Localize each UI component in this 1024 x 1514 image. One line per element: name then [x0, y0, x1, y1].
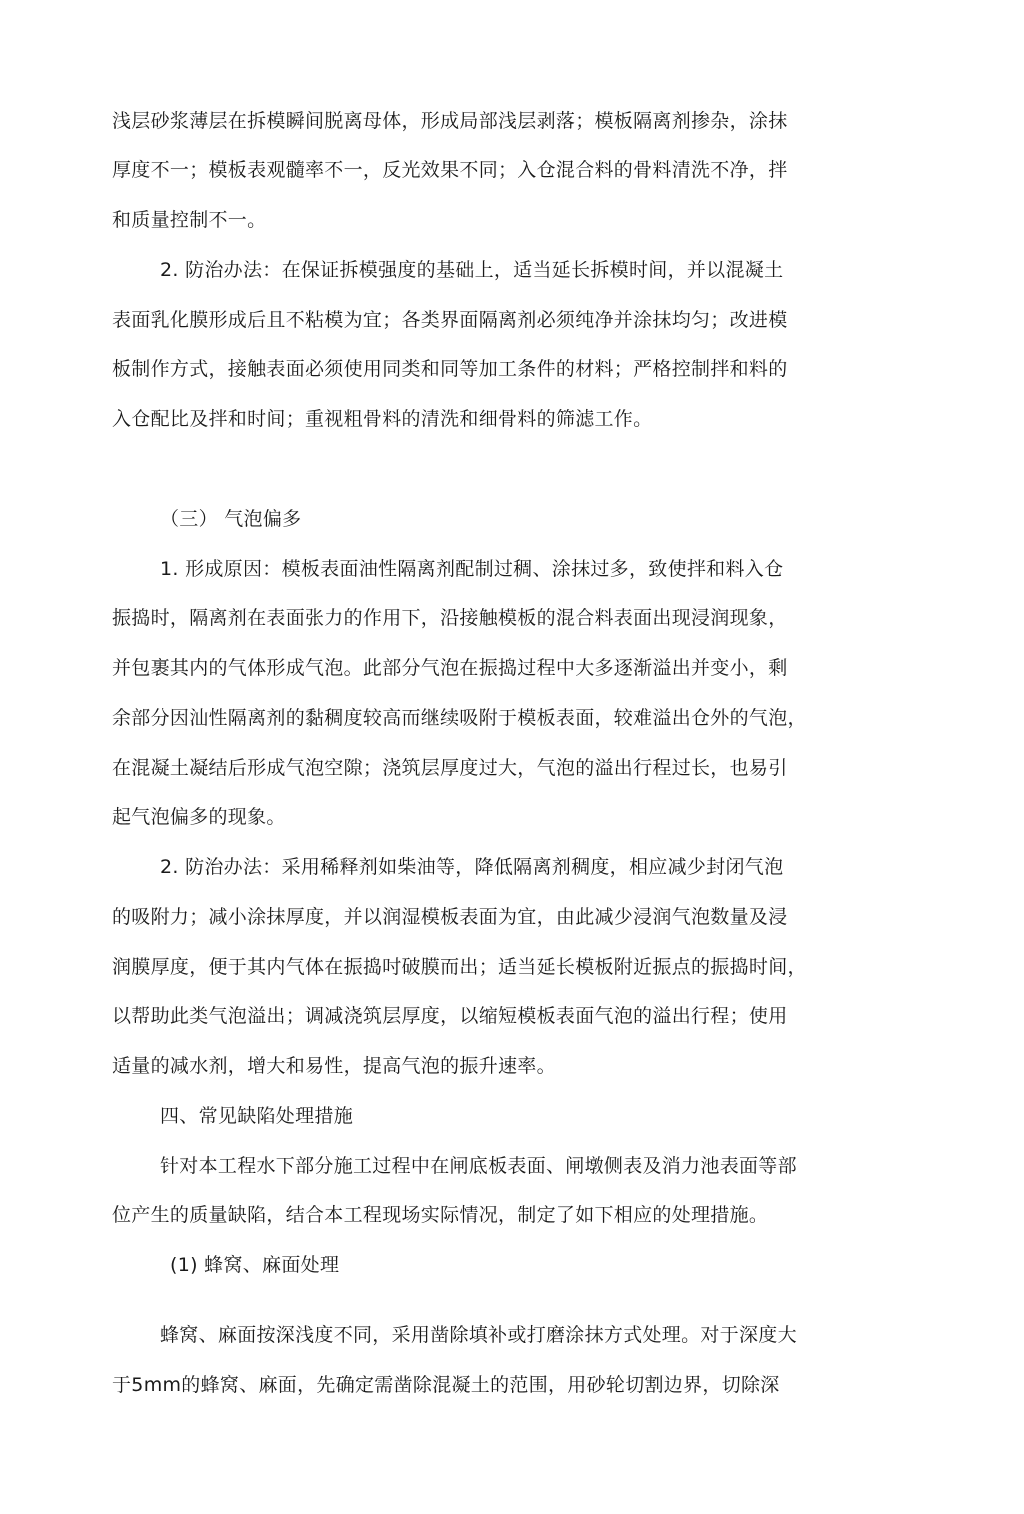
subsection-heading: (1) 蜂窝、麻面处理: [170, 1254, 340, 1276]
body-line: 位产生的质量缺陷，结合本工程现场实际情况，制定了如下相应的处理措施。: [112, 1204, 769, 1226]
body-line: 入仓配比及拌和时间；重视粗骨料的清洗和细骨料的筛滤工作。: [112, 408, 653, 430]
body-line: 以帮助此类气泡溢出；调减浇筑层厚度，以缩短模板表面气泡的溢出行程；使用: [112, 1005, 788, 1027]
body-line: 板制作方式，接触表面必须使用同类和同等加工条件的材料；严格控制拌和料的: [112, 358, 788, 380]
body-line: 浅层砂浆薄层在拆模瞬间脱离母体，形成局部浅层剥落；模板隔离剂掺杂，涂抹: [112, 110, 788, 132]
body-line: 余部分因汕性隔离剂的黏稠度较高而继续吸附于模板表面，较难溢出仓外的气泡，: [112, 707, 807, 729]
numbered-paragraph-start: 2. 防治办法：在保证拆模强度的基础上，适当延长拆模时间，并以混凝土: [160, 259, 784, 281]
body-line: 适量的减水剂，增大和易性，提高气泡的振升速率。: [112, 1055, 556, 1077]
body-line: 的吸附力；减小涂抹厚度，并以润湿模板表面为宜，由此减少浸润气泡数量及浸: [112, 906, 788, 928]
numbered-paragraph-start: 1. 形成原因：模板表面油性隔离剂配制过稠、涂抹过多，致使拌和料入仓: [160, 558, 784, 580]
body-line: 在混凝土凝结后形成气泡空隙；浇筑层厚度过大，气泡的溢出行程过长，也易引: [112, 757, 788, 779]
numbered-paragraph-start: 2. 防治办法：采用稀释剂如柴油等，降低隔离剂稠度，相应减少封闭气泡: [160, 856, 784, 878]
body-line: 并包裹其内的气体形成气泡。此部分气泡在振捣过程中大多逐渐溢出并变小，剩: [112, 657, 788, 679]
body-line: 和质量控制不一。: [112, 209, 267, 231]
body-line: 润膜厚度，便于其内气体在振捣吋破膜而出；适当延长模板附近振点的振捣时间，: [112, 956, 807, 978]
section-heading: （三） 气泡偏多: [160, 508, 302, 530]
body-line: 于5mm的蜂窝、麻面，先确定需凿除混凝土的范围，用砂轮切割边界，切除深: [112, 1374, 780, 1396]
body-line: 振捣时，隔离剂在表面张力的作用下，沿接触模板的混合料表面出现浸润现象，: [112, 607, 788, 629]
paragraph-start: 针对本工程水下部分施工过程中在闸底板表面、闸墩侧表及消力池表面等部: [160, 1155, 797, 1177]
chapter-heading: 四、常见缺陷处理措施: [160, 1105, 354, 1127]
body-line: 厚度不一；模板表观髓率不一，反光效果不同；入仓混合料的骨料清洗不净，拌: [112, 159, 788, 181]
paragraph-start: 蜂窝、麻面按深浅度不同，采用凿除填补或打磨涂抹方式处理。对于深度大: [160, 1324, 797, 1346]
body-line: 表面乳化膜形成后且不粘模为宜；各类界面隔离剂必须纯净并涂抹均匀；改进模: [112, 309, 788, 331]
body-line: 起气泡偏多的现象。: [112, 806, 286, 828]
